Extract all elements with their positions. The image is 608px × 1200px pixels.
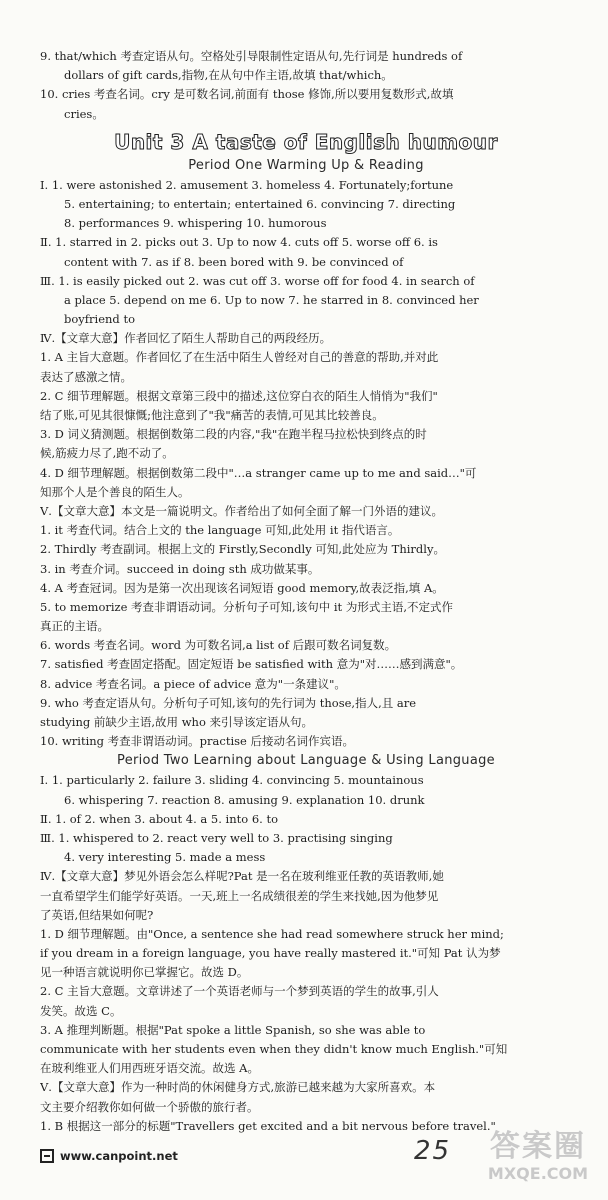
- answer-content: [40, 47, 572, 1136]
- period-two-title: Period Two Learning about Language & Using Language: [117, 753, 495, 769]
- answer-line: 4. D 细节理解题。根据倒数第二段中"…a stranger came up to me and said…"可: [40, 465, 477, 480]
- answer-line: 2. C 主旨大意题。文章讲述了一个英语老师与一个梦到英语的学生的故事,引人: [40, 984, 439, 999]
- answer-line: 表达了感激之情。: [40, 369, 132, 384]
- answer-line: 2. C 细节理解题。根据文章第三段中的描述,这位穿白衣的陌生人悄悄为"我们": [40, 388, 438, 403]
- answer-line: 4. A 考查冠词。因为是第一次出现该名词短语 good memory,故表泛指,填 A。: [40, 580, 444, 595]
- answer-line: 在玻利维亚人们用西班牙语交流。故选 A。: [40, 1061, 259, 1076]
- answer-line: Ⅰ. 1. particularly 2. failure 3. sliding 4. convincing 5. mountainous: [40, 773, 424, 788]
- answer-line: Ⅱ. 1. starred in 2. picks out 3. Up to now 4. cuts off 5. worse off 6. is: [40, 235, 438, 250]
- answer-line: if you dream in a foreign language, you have really mastered it."可知 Pat 认为梦: [40, 946, 501, 961]
- answer-line: Ⅴ.【文章大意】作为一种时尚的休闲健身方式,旅游已越来越为大家所喜欢。本: [40, 1080, 436, 1095]
- answer-line: 1. it 考查代词。结合上文的 the language 可知,此处用 it 指代语言。: [40, 523, 400, 538]
- handwritten-page-number: 25: [414, 1136, 452, 1166]
- answer-line: 1. A 主旨大意题。作者回忆了在生活中陌生人曾经对自己的善意的帮助,并对此: [40, 350, 439, 365]
- answer-line: 3. D 词义猜测题。根据倒数第二段的内容,"我"在跑半程马拉松快到终点的时: [40, 427, 427, 442]
- publisher-logo-icon: [40, 1149, 54, 1163]
- answer-line: content with 7. as if 8. been bored with 9. be convinced of: [64, 254, 404, 269]
- answer-line: 1. B 根据这一部分的标题"Travellers get excited and a bit nervous before travel.": [40, 1118, 496, 1133]
- answer-line: Ⅲ. 1. is easily picked out 2. was cut off 3. worse off for food 4. in search of: [40, 273, 475, 288]
- unit-title: Unit 3 A taste of English humour: [114, 129, 498, 154]
- answer-line: 5. entertaining; to entertain; entertained 6. convincing 7. directing: [64, 196, 456, 211]
- answer-line: 候,筋疲力尽了,跑不动了。: [40, 446, 174, 461]
- answer-line: 了英语,但结果如何呢?: [40, 907, 154, 922]
- watermark-url: MXQE.COM: [487, 1164, 589, 1183]
- answer-line: Ⅱ. 1. of 2. when 3. about 4. a 5. into 6. to: [40, 811, 279, 826]
- answer-line: Ⅰ. 1. were astonished 2. amusement 3. homeless 4. Fortunately;fortune: [40, 177, 454, 192]
- answer-line: Ⅴ.【文章大意】本文是一篇说明文。作者给出了如何全面了解一门外语的建议。: [40, 503, 443, 518]
- answer-line: 知那个人是个善良的陌生人。: [40, 484, 190, 499]
- answer-line: 见一种语言就说明你已掌握它。故选 D。: [40, 965, 249, 980]
- answer-line: 真正的主语。: [40, 619, 109, 634]
- answer-line: 文主要介绍教你如何做一个骄傲的旅行者。: [40, 1099, 259, 1114]
- footer-url[interactable]: www.canpoint.net: [60, 1149, 178, 1163]
- answer-line: 发笑。故选 C。: [40, 1003, 122, 1018]
- watermark-text: 答案圈: [490, 1129, 586, 1164]
- answer-line: 10. writing 考查非谓语动词。practise 后接动名词作宾语。: [40, 734, 355, 749]
- answer-line: 5. to memorize 考查非谓语动词。分析句子可知,该句中 it 为形式主语,不定式作: [40, 599, 453, 614]
- page-footer: [40, 1146, 178, 1166]
- answer-line: 7. satisfied 考查固定搭配。固定短语 be satisfied with 意为"对……感到满意"。: [40, 657, 463, 672]
- answer-line: dollars of gift cards,指物,在从句中作主语,故填 that/which。: [64, 68, 393, 83]
- answer-line: 3. in 考查介词。succeed in doing sth 成功做某事。: [40, 561, 320, 576]
- answer-line: 10. cries 考查名词。cry 是可数名词,前面有 those 修饰,所以要用复数形式,故填: [40, 87, 454, 102]
- answer-line: Ⅳ.【文章大意】梦见外语会怎么样呢?Pat 是一名在玻利维亚任教的英语教师,她: [40, 869, 444, 884]
- answer-line: Ⅲ. 1. whispered to 2. react very well to 3. practising singing: [40, 830, 393, 845]
- answer-line: studying 前缺少主语,故用 who 来引导该定语从句。: [40, 715, 314, 729]
- answer-line: 9. who 考查定语从句。分析句子可知,该句的先行词为 those,指人,且 are: [40, 695, 417, 710]
- answer-line: 1. D 细节理解题。由"Once, a sentence she had read somewhere struck her mind;: [40, 926, 504, 941]
- answer-line: 6. whispering 7. reaction 8. amusing 9. explanation 10. drunk: [64, 792, 425, 807]
- answer-line: 一直希望学生们能学好英语。一天,班上一名成绩很差的学生来找她,因为他梦见: [40, 888, 439, 903]
- watermark: [468, 1130, 608, 1184]
- answer-line: 6. words 考查名词。word 为可数名词,a list of 后跟可数名词复数。: [40, 638, 397, 653]
- period-one-title: Period One Warming Up & Reading: [188, 157, 424, 173]
- answer-line: 结了账,可见其很慷慨;他注意到了"我"痛苦的表情,可见其比较善良。: [40, 408, 384, 422]
- answer-line: communicate with her students even when they didn't know much English."可知: [40, 1042, 508, 1056]
- answer-line: 8. advice 考查名词。a piece of advice 意为"一条建议"。: [40, 676, 346, 691]
- answer-line: 8. performances 9. whispering 10. humorous: [64, 216, 327, 231]
- answer-line: Ⅳ.【文章大意】作者回忆了陌生人帮助自己的两段经历。: [40, 331, 332, 346]
- answer-line: cries。: [64, 106, 104, 121]
- answer-line: 9. that/which 考查定语从句。空格处引导限制性定语从句,先行词是 hundreds of: [40, 49, 463, 63]
- answer-line: a place 5. depend on me 6. Up to now 7. he starred in 8. convinced her: [64, 292, 479, 307]
- answer-line: 4. very interesting 5. made a mess: [64, 850, 266, 865]
- answer-line: 2. Thirdly 考查副词。根据上文的 Firstly,Secondly 可知,此处应为 Thirdly。: [40, 542, 445, 557]
- answer-line: 3. A 推理判断题。根据"Pat spoke a little Spanish, so she was able to: [40, 1022, 426, 1037]
- answer-line: boyfriend to: [64, 312, 135, 327]
